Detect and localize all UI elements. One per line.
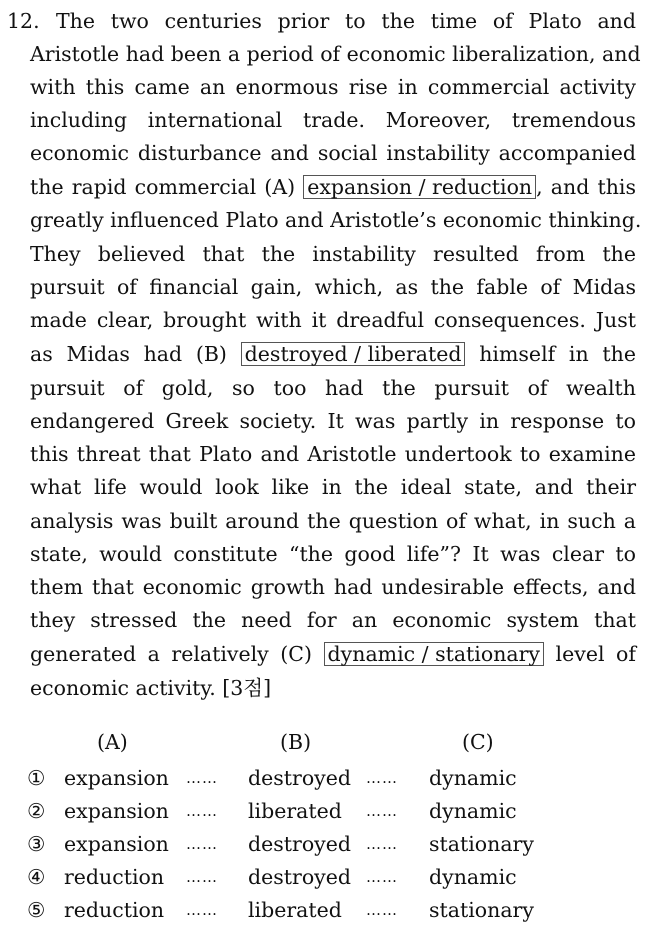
option-b-value: destroyed xyxy=(248,832,351,856)
option-c-value: stationary xyxy=(429,832,534,856)
passage-line-11 xyxy=(30,340,636,368)
passage-line-5: economic disturbance and social instability accompanied xyxy=(30,141,636,165)
passage-line-2: Aristotle had been a period of economic liberalization, and xyxy=(30,42,641,66)
passage-line-10: made clear, brought with it dreadful consequences. Just xyxy=(30,308,636,332)
passage-line-9: pursuit of financial gain, which, as the fable of Midas xyxy=(30,275,636,299)
passage-line-17: state, would constitute “the good life”? It was clear to xyxy=(30,542,636,566)
option-a-value: expansion xyxy=(64,799,169,823)
line-6-before: the rapid commercial (A) xyxy=(30,175,296,199)
separator-dots: …… xyxy=(186,769,218,787)
option-c-value: dynamic xyxy=(429,799,517,823)
separator-dots: …… xyxy=(186,868,218,886)
separator-dots: …… xyxy=(366,802,398,820)
separator-dots: …… xyxy=(366,901,398,919)
option-row-5[interactable] xyxy=(0,896,660,924)
passage-line-4: including international trade. Moreover, tremendous xyxy=(30,108,636,132)
separator-dots: …… xyxy=(366,868,398,886)
header-a: (A) xyxy=(97,730,128,754)
line-11-before: as Midas had (B) xyxy=(30,342,227,366)
separator-dots: …… xyxy=(186,835,218,853)
option-row-4[interactable] xyxy=(0,863,660,891)
passage-line-16: analysis was built around the question of what, in such a xyxy=(30,509,636,533)
option-marker: ④ xyxy=(27,865,46,889)
passage-line-19: they stressed the need for an economic system that xyxy=(30,608,636,632)
option-b-value: liberated xyxy=(248,898,342,922)
option-c-value: dynamic xyxy=(429,766,517,790)
line-6-after: , and this xyxy=(536,175,636,199)
passage-line-12: pursuit of gold, so too had the pursuit of wealth xyxy=(30,376,636,400)
option-marker: ① xyxy=(27,766,46,790)
question-number: 12. xyxy=(7,9,40,33)
option-b-value: destroyed xyxy=(248,865,351,889)
passage-line-20 xyxy=(30,640,636,668)
option-c-value: stationary xyxy=(429,898,534,922)
passage-line-1: The two centuries prior to the time of Plato and xyxy=(56,9,636,33)
option-row-1[interactable] xyxy=(0,764,660,792)
passage-line-13: endangered Greek society. It was partly in response to xyxy=(30,409,636,433)
option-c-value: dynamic xyxy=(429,865,517,889)
separator-dots: …… xyxy=(186,901,218,919)
option-row-2[interactable] xyxy=(0,797,660,825)
choice-box-b: destroyed / liberated xyxy=(241,342,466,366)
passage-line-8: They believed that the instability resulted from the xyxy=(30,242,636,266)
option-marker: ⑤ xyxy=(27,898,46,922)
line-20-before: generated a relatively (C) xyxy=(30,642,312,666)
choice-box-a: expansion / reduction xyxy=(303,175,536,199)
separator-dots: …… xyxy=(366,769,398,787)
passage-line-14: this threat that Plato and Aristotle undertook to examine xyxy=(30,442,636,466)
line-11-after: himself in the xyxy=(479,342,636,366)
option-marker: ② xyxy=(27,799,46,823)
choice-box-c: dynamic / stationary xyxy=(324,642,544,666)
separator-dots: …… xyxy=(366,835,398,853)
passage-line-15: what life would look like in the ideal state, and their xyxy=(30,475,636,499)
option-b-value: liberated xyxy=(248,799,342,823)
option-a-value: reduction xyxy=(64,898,165,922)
option-b-value: destroyed xyxy=(248,766,351,790)
header-b: (B) xyxy=(280,730,312,754)
option-a-value: expansion xyxy=(64,766,169,790)
passage-line-18: them that economic growth had undesirable effects, and xyxy=(30,575,636,599)
option-a-value: expansion xyxy=(64,832,169,856)
option-marker: ③ xyxy=(27,832,46,856)
separator-dots: …… xyxy=(186,802,218,820)
header-c: (C) xyxy=(462,730,494,754)
option-a-value: reduction xyxy=(64,865,165,889)
passage-line-7: greatly influenced Plato and Aristotle’s economic thinking. xyxy=(30,208,642,232)
passage-line-3: with this came an enormous rise in commercial activity xyxy=(30,75,636,99)
option-row-3[interactable] xyxy=(0,830,660,858)
line-20-after: level of xyxy=(555,642,636,666)
passage-line-21: economic activity. [3점] xyxy=(30,676,272,700)
passage-line-6 xyxy=(30,173,636,201)
